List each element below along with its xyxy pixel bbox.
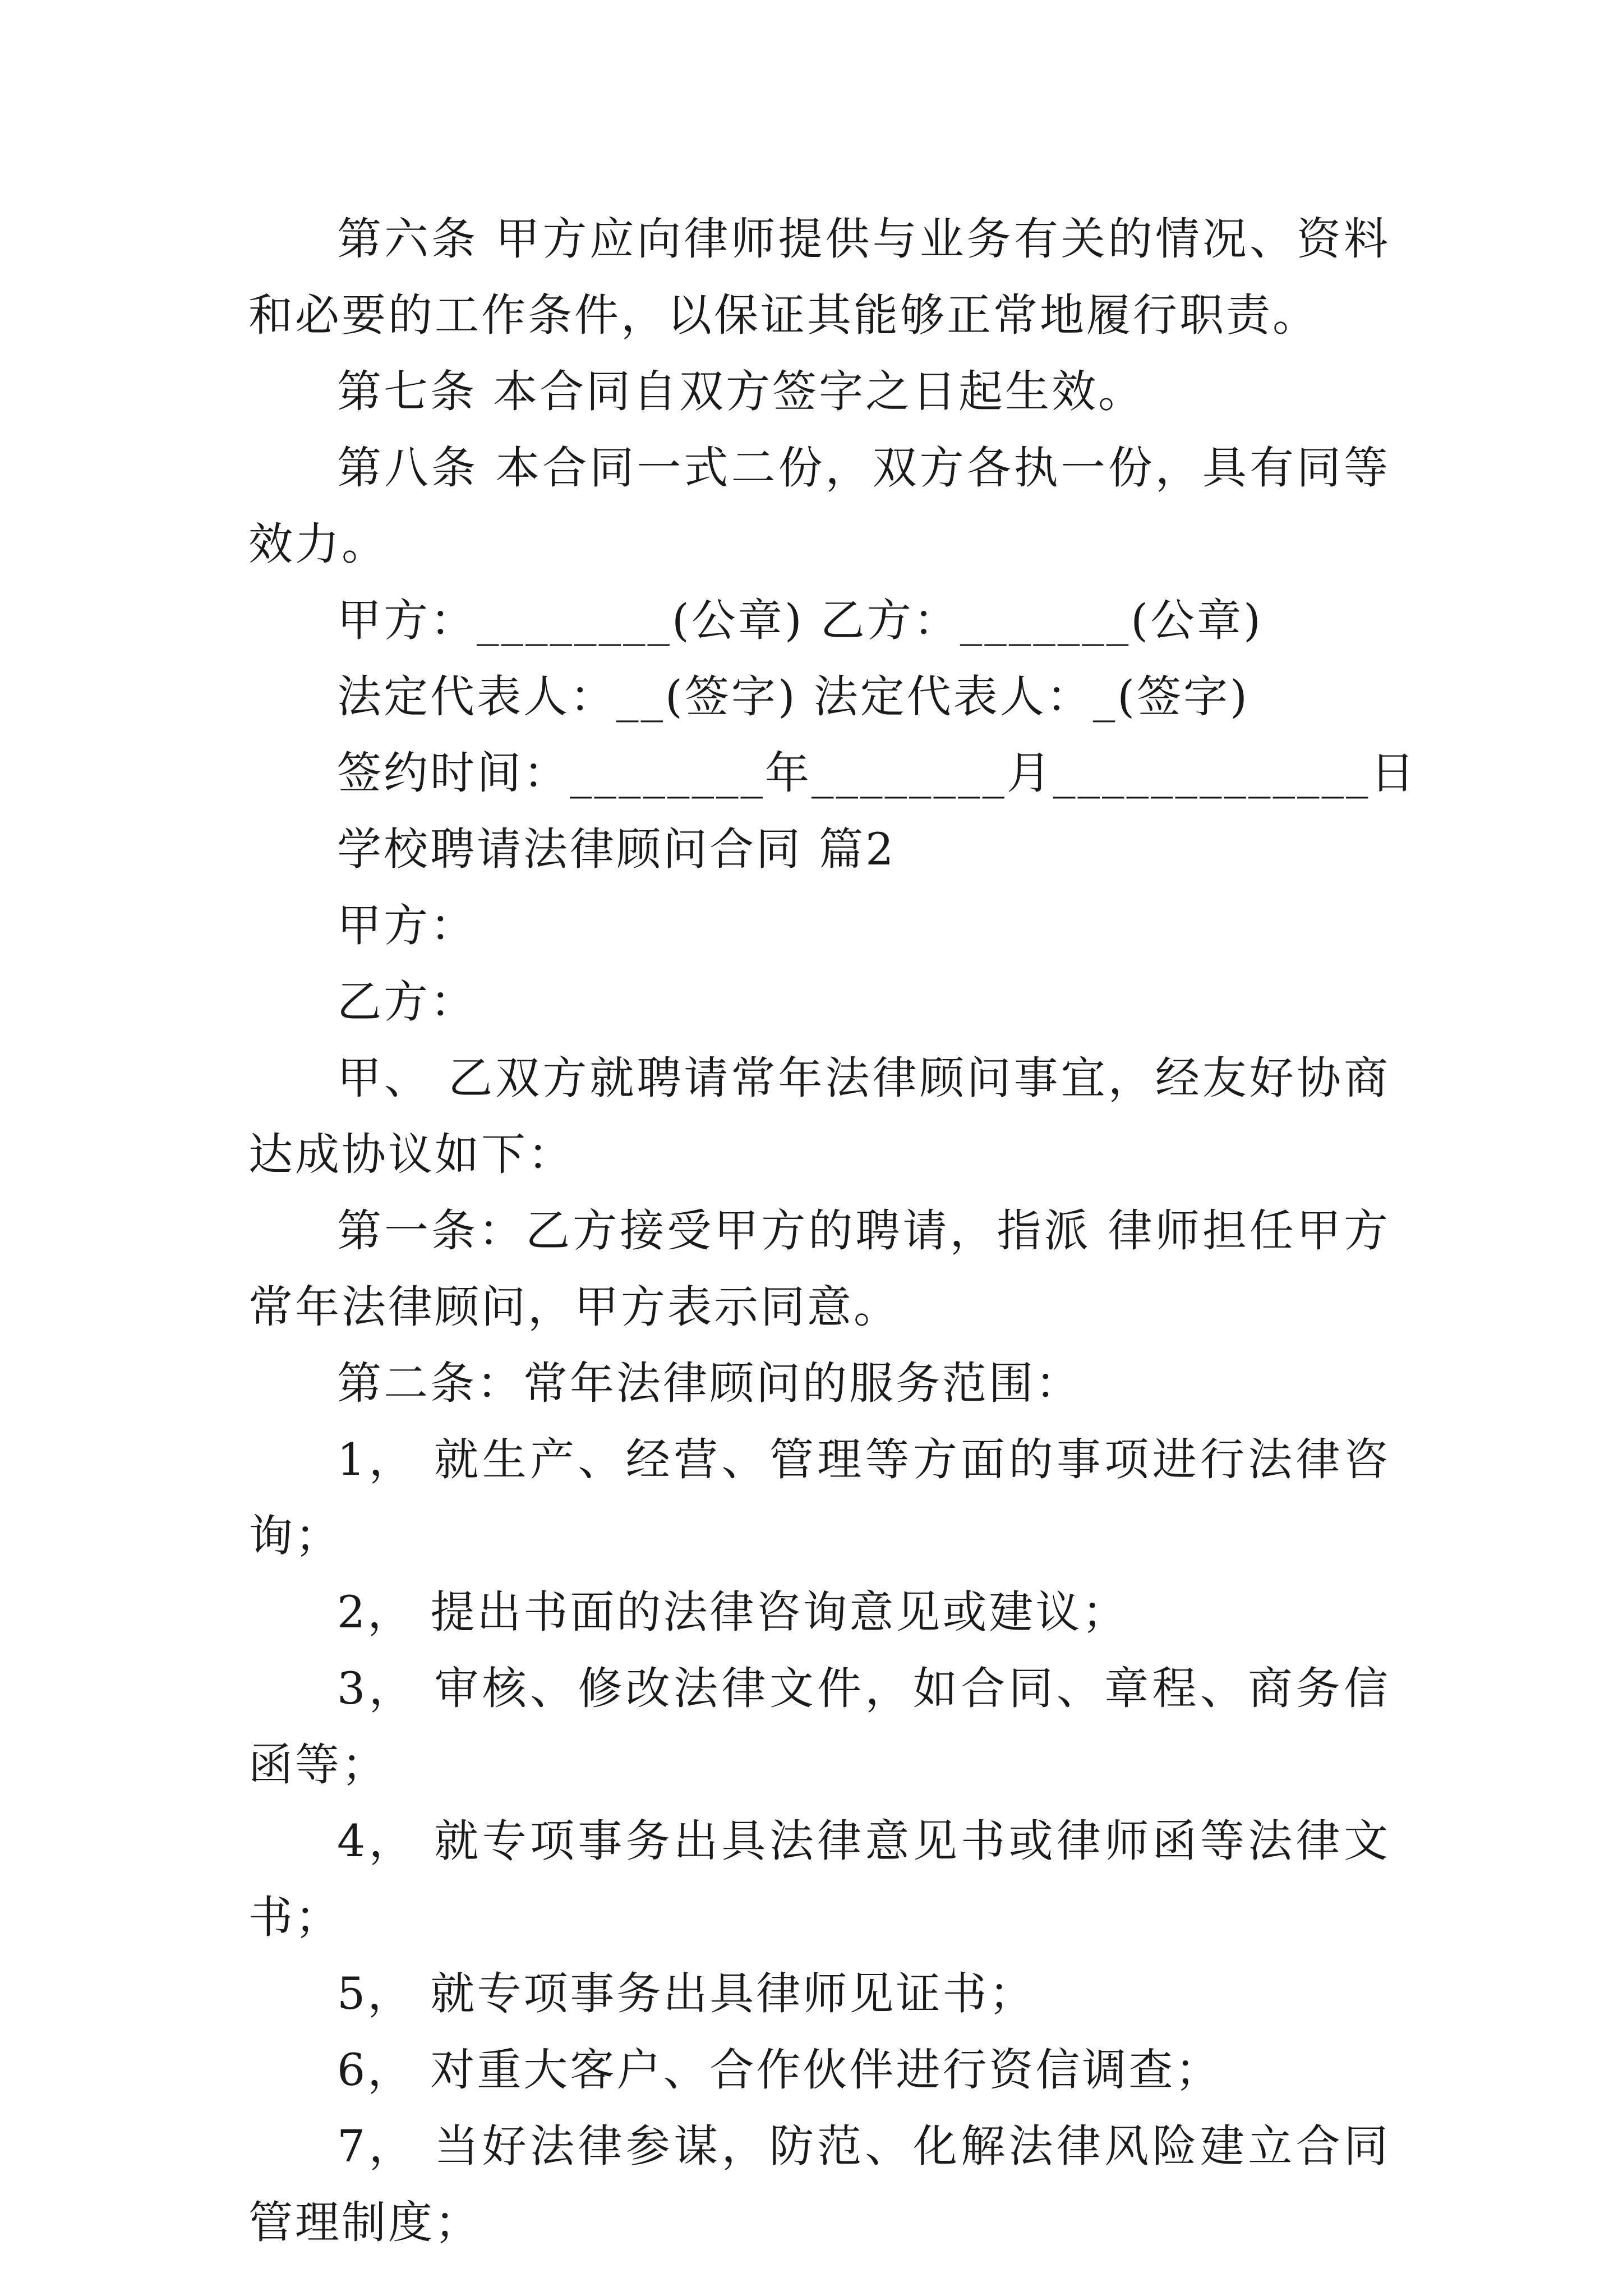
article-8: 第八条 本合同一式二份，双方各执一份，具有同等效力。 — [248, 442, 1390, 570]
signature-representative-line: 法定代表人：__(签字) 法定代表人：_(签字) — [337, 671, 1249, 723]
service-item: 7， 当好法律参谋，防范、化解法律风险建立合同管理制度； — [248, 2120, 1390, 2248]
service-item: 3， 审核、修改法律文件，如合同、章程、商务信函等； — [248, 1663, 1390, 1791]
service-item: 5， 就专项事务出具律师见证书； — [337, 1968, 1036, 2019]
intro-paragraph: 甲、 乙双方就聘请常年法律顾问事宜，经友好协商达成协议如下： — [248, 1052, 1390, 1180]
service-item: 1， 就生产、经营、管理等方面的事项进行法律咨询； — [248, 1434, 1390, 1562]
article-6: 第六条 甲方应向律师提供与业务有关的情况、资料和必要的工作条件，以保证其能够正常地履行职责。 — [248, 213, 1390, 341]
service-item: 6， 对重大客户、合作伙伴进行资信调查； — [337, 2044, 1222, 2096]
document-body — [248, 201, 1417, 2261]
article-1: 第一条：乙方接受甲方的聘请，指派 律师担任甲方常年法律顾问，甲方表示同意。 — [248, 1205, 1390, 1333]
signature-party-line: 甲方：________(公章) 乙方：_______(公章) — [337, 595, 1263, 646]
signature-date-line: 签约时间：________年________月_____________日 — [337, 747, 1417, 799]
article-2: 第二条：常年法律顾问的服务范围： — [337, 1358, 1082, 1409]
party-a-label: 甲方： — [337, 900, 477, 951]
party-b-label: 乙方： — [337, 976, 477, 1028]
service-item: 4， 就专项事务出具法律意见书或律师函等法律文书； — [248, 1815, 1390, 1943]
article-7: 第七条 本合同自双方签字之日起生效。 — [337, 366, 1145, 417]
service-item: 2， 提出书面的法律咨询意见或建议； — [337, 1586, 1129, 1638]
section-title: 学校聘请法律顾问合同 篇2 — [337, 823, 896, 875]
